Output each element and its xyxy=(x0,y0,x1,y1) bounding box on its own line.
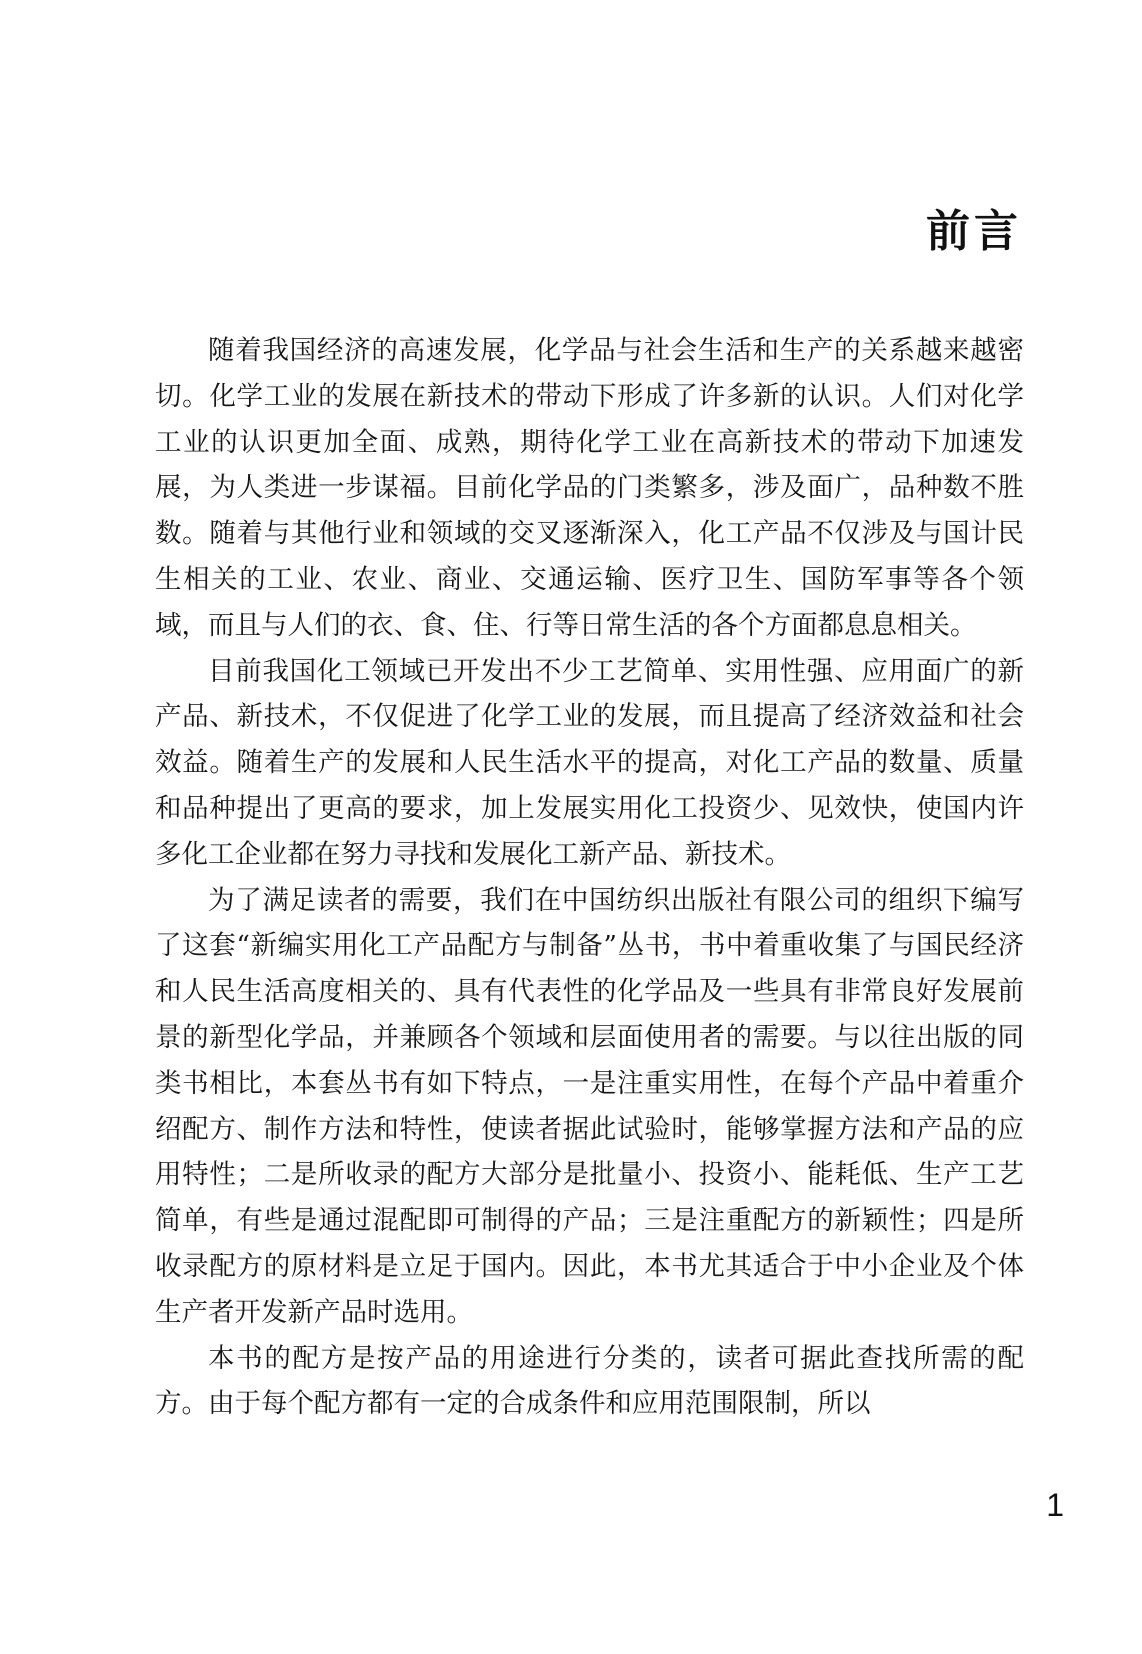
page-number: 1 xyxy=(1046,1487,1064,1523)
preface-body xyxy=(155,328,1024,1427)
paragraph-1: 随着我国经济的高速发展，化学品与社会生活和生产的关系越来越密切。化学工业的发展在新技术的带动下形成了许多新的认识。人们对化学工业的认识更加全面、成熟，期待化学工业在高新技术的带动下加速发展，为人类进一步谋福。目前化学品的门类繁多，涉及面广，品种数不胜数。随着与其他行业和领域的交叉逐渐深入，化工产品不仅涉及与国计民生相关的工业、农业、商业、交通运输、医疗卫生、国防军事等各个领域，而且与人们的衣、食、住、行等日常生活的各个方面都息息相关。 xyxy=(155,335,1024,641)
page-title: 前言 xyxy=(926,206,1022,257)
paragraph-2: 目前我国化工领域已开发出不少工艺简单、实用性强、应用面广的新产品、新技术，不仅促进了化学工业的发展，而且提高了经济效益和社会效益。随着生产的发展和人民生活水平的提高，对化工产品的数量、质量和品种提出了更高的要求，加上发展实用化工投资少、见效快，使国内许多化工企业都在努力寻找和发展化工新产品、新技术。 xyxy=(155,655,1024,870)
paragraph-4: 本书的配方是按产品的用途进行分类的，读者可据此查找所需的配方。由于每个配方都有一定的合成条件和应用范围限制，所以 xyxy=(155,1342,1024,1420)
paragraph-3: 为了满足读者的需要，我们在中国纺织出版社有限公司的组织下编写了这套“新编实用化工产品配方与制备”丛书，书中着重收集了与国民经济和人民生活高度相关的、具有代表性的化学品及一些具有非常良好发展前景的新型化学品，并兼顾各个领域和层面使用者的需要。与以往出版的同类书相比，本套丛书有如下特点，一是注重实用性，在每个产品中着重介绍配方、制作方法和特性，使读者据此试验时，能够掌握方法和产品的应用特性；二是所收录的配方大部分是批量小、投资小、能耗低、生产工艺简单，有些是通过混配即可制得的产品；三是注重配方的新颖性；四是所收录配方的原材料是立足于国内。因此，本书尤其适合于中小企业及个体生产者开发新产品时选用。 xyxy=(155,884,1024,1328)
